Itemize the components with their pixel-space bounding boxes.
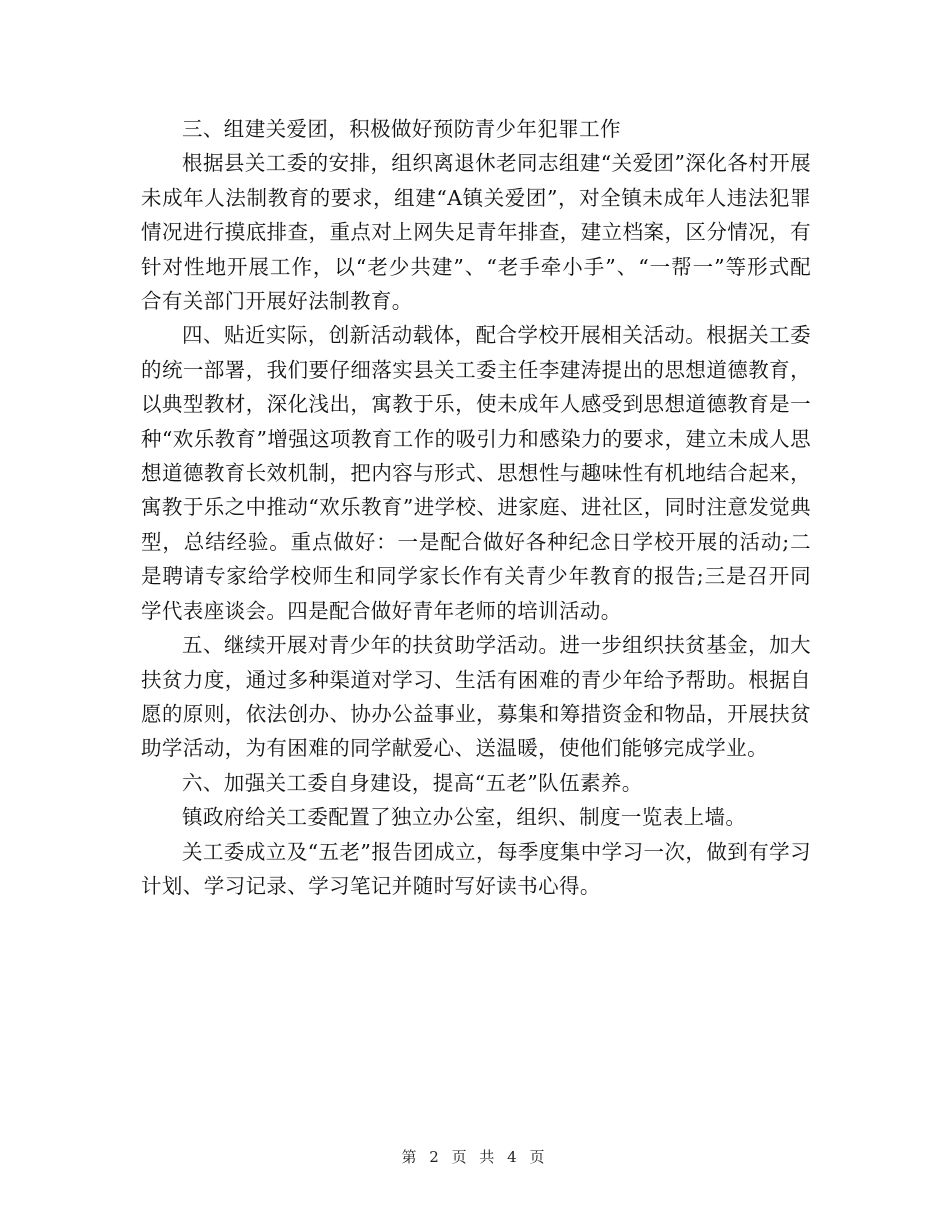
section-three-body: 根据县关工委的安排，组织离退休老同志组建“关爱团”深化各村开展未成年人法制教育的要求，组建“A镇关爱团”，对全镇未成年人违法犯罪情况进行摸底排查，重点对上网失足青年排查，建立档案，区分情况，有针对性地开展工作，以“老少共建”、“老手牵小手”、“一帮一”等形式配合有关部门开展好法制教育。 [141, 151, 811, 314]
document-body [141, 112, 811, 903]
page-number-footer: 第 2 页 共 4 页 [401, 1148, 549, 1166]
section-six-study-paragraph: 关工委成立及“五老”报告团成立，每季度集中学习一次，做到有学习计划、学习记录、学习笔记并随时写好读书心得。 [141, 839, 811, 898]
section-four-paragraph: 四、贴近实际，创新活动载体，配合学校开展相关活动。根据关工委的统一部署，我们要仔细落实县关工委主任李建涛提出的思想道德教育，以典型教材，深化浅出，寓教于乐，使未成年人感受到思想道德教育是一种“欢乐教育”增强这项教育工作的吸引力和感染力的要求，建立未成人思想道德教育长效机制，把内容与形式、思想性与趣味性有机地结合起来，寓教于乐之中推动“欢乐教育”进学校、进家庭、进社区，同时注意发觉典型，总结经验。重点做好：一是配合做好各种纪念日学校开展的活动;二是聘请专家给学校师生和同学家长作有关青少年教育的报告;三是召开同学代表座谈会。四是配合做好青年老师的培训活动。 [141, 323, 811, 623]
section-six-heading: 六、加强关工委自身建设，提高“五老”队伍素养。 [182, 770, 643, 795]
section-five-paragraph: 五、继续开展对青少年的扶贫助学活动。进一步组织扶贫基金，加大扶贫力度，通过多种渠道对学习、生活有困难的青少年给予帮助。根据自愿的原则，依法创办、协办公益事业，募集和筹措资金和物品，开展扶贫助学活动，为有困难的同学献爱心、送温暖，使他们能够完成学业。 [141, 633, 811, 761]
section-three-heading: 三、组建关爱团，积极做好预防青少年犯罪工作 [182, 117, 621, 141]
section-six-office-paragraph: 镇政府给关工委配置了独立办公室，组织、制度一览表上墙。 [182, 805, 747, 830]
